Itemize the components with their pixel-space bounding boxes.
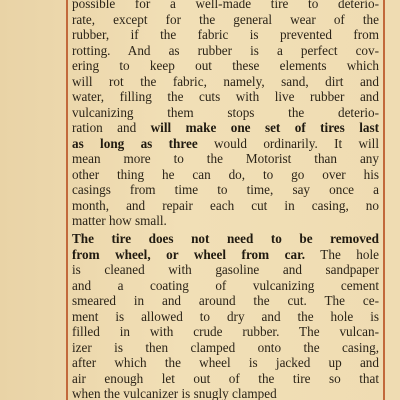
text-run: other thing he can do, to go over his bbox=[72, 166, 379, 182]
text-line bbox=[72, 247, 379, 263]
text-line bbox=[72, 340, 379, 356]
paragraph-vulcanizing-process bbox=[72, 231, 379, 400]
text-run: will rot the fabric, namely, sand, dirt and bbox=[72, 73, 379, 89]
text-line bbox=[72, 293, 379, 309]
bold-text: The tire does not need to be removed bbox=[72, 231, 379, 246]
text-run: and a coating of vulcanizing cement bbox=[72, 277, 379, 293]
text-line bbox=[72, 278, 379, 294]
text-run: when the vulcanizer is snugly clamped bbox=[72, 386, 277, 400]
text-line bbox=[72, 12, 379, 28]
text-line bbox=[72, 213, 379, 229]
right-margin-rule bbox=[383, 0, 385, 400]
text-line bbox=[72, 0, 379, 12]
text-run: possible for a well-made tire to deterio- bbox=[72, 0, 379, 11]
text-line bbox=[72, 167, 379, 183]
text-line bbox=[72, 136, 379, 152]
bold-text: as long as three bbox=[72, 135, 198, 151]
text-run: rate, except for the general wear of the bbox=[72, 11, 379, 27]
bold-text: from wheel, or wheel from car. bbox=[72, 246, 306, 262]
text-run: vulcanizing them stops the deterio- bbox=[72, 104, 379, 120]
text-run: izer is then clamped onto the casing, bbox=[72, 339, 379, 355]
text-run: rubber, if the fabric is prevented from bbox=[72, 27, 379, 42]
text-run: ering to keep out these elements which bbox=[72, 58, 379, 73]
text-run: smeared in and around the cut. The ce- bbox=[72, 293, 379, 308]
text-run: after which the wheel is jacked up and bbox=[72, 355, 379, 370]
text-run: rotting. And as rubber is a perfect cov- bbox=[72, 42, 379, 58]
text-run: ration and bbox=[72, 120, 151, 135]
text-run: water, filling the cuts with live rubber and bbox=[72, 89, 379, 104]
paragraph-tire-care bbox=[72, 0, 379, 229]
text-run: would ordinarily. It will bbox=[197, 135, 380, 151]
bold-text: will make one set of tires last bbox=[150, 120, 379, 135]
text-run: ment is allowed to dry and the hole is bbox=[72, 308, 379, 324]
text-line bbox=[72, 182, 379, 198]
text-line bbox=[72, 120, 379, 136]
text-line bbox=[72, 355, 379, 371]
text-run: matter how small. bbox=[72, 213, 167, 228]
text-line bbox=[72, 371, 379, 387]
text-line bbox=[72, 58, 379, 74]
text-line bbox=[72, 309, 379, 325]
left-margin-rule bbox=[66, 0, 68, 400]
text-run: casings from time to time, say once a bbox=[72, 182, 379, 197]
text-line bbox=[72, 231, 379, 247]
text-run: The hole bbox=[305, 246, 379, 262]
text-line bbox=[72, 386, 379, 400]
text-line bbox=[72, 43, 379, 59]
text-line bbox=[72, 74, 379, 90]
text-line bbox=[72, 324, 379, 340]
text-run: filled in with crude rubber. The vulcan- bbox=[72, 324, 379, 339]
text-line bbox=[72, 151, 379, 167]
text-line bbox=[72, 89, 379, 105]
text-line bbox=[72, 198, 379, 214]
text-run: is cleaned with gasoline and sandpaper bbox=[72, 262, 379, 277]
text-line bbox=[72, 27, 379, 43]
text-run: mean more to the Motorist than any bbox=[72, 151, 379, 166]
text-line bbox=[72, 262, 379, 278]
text-run: month, and repair each cut in casing, no bbox=[72, 197, 379, 213]
text-run: air enough let out of the tire so that bbox=[72, 370, 379, 386]
text-line bbox=[72, 105, 379, 121]
